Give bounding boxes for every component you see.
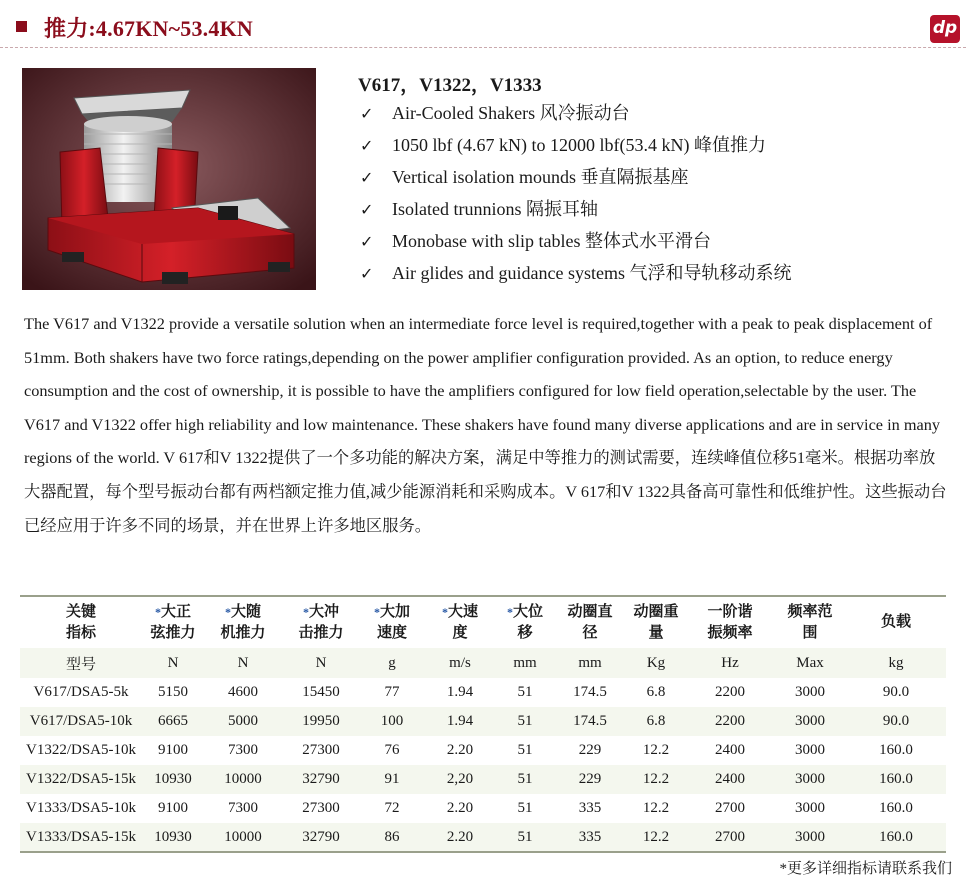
asterisk-icon: * <box>373 604 380 619</box>
value-cell: 32790 <box>302 771 340 787</box>
model-cell: V1333/DSA5-15k <box>25 828 136 845</box>
value-cell: 1.94 <box>446 684 474 700</box>
value-cell: 160.0 <box>879 742 913 758</box>
value-cell: 90.0 <box>882 684 910 700</box>
column-header: 关键 指标 <box>20 596 142 648</box>
value-cell: 51 <box>517 742 533 758</box>
value-cell: 7300 <box>228 742 258 758</box>
value-cell: 10000 <box>224 828 262 845</box>
value-cell: 335 <box>578 828 602 845</box>
feature-item: ✓ Air-Cooled Shakers 风冷振动台 <box>360 100 791 132</box>
value-cell: 3000 <box>795 771 825 787</box>
value-cell: 174.5 <box>573 713 607 729</box>
column-header: *大位 移 <box>496 596 554 648</box>
value-cell: 2,20 <box>446 771 474 787</box>
value-cell: 51 <box>517 684 533 700</box>
asterisk-icon: * <box>154 604 161 619</box>
value-cell: 12.2 <box>642 828 670 845</box>
value-cell: 51 <box>517 713 533 729</box>
unit-cell: m/s <box>449 654 471 671</box>
shaker-illustration <box>22 68 316 290</box>
unit-cell: N <box>315 654 327 671</box>
value-cell: 91 <box>384 771 400 787</box>
value-cell: 229 <box>578 742 602 758</box>
column-header: 动圈重 量 <box>626 596 686 648</box>
value-cell: 51 <box>517 800 533 816</box>
unit-cell: Max <box>796 654 824 671</box>
value-cell: 9100 <box>158 742 188 758</box>
column-header: *大随 机推力 <box>204 596 282 648</box>
unit-cell: kg <box>888 654 904 671</box>
column-header: *大速 度 <box>424 596 496 648</box>
check-icon: ✓ <box>360 200 374 219</box>
value-cell: 51 <box>517 828 533 845</box>
contact-footnote: *更多详细指标请联系我们 <box>779 861 952 877</box>
value-cell: 19950 <box>302 713 340 729</box>
column-header: *大冲 击推力 <box>282 596 360 648</box>
value-cell: 72 <box>384 800 400 816</box>
asterisk-icon: * <box>441 604 448 619</box>
value-cell: 160.0 <box>879 800 913 816</box>
feature-list <box>360 100 791 292</box>
table-row <box>20 736 946 765</box>
value-cell: 3000 <box>795 828 825 845</box>
table-row <box>20 707 946 736</box>
value-cell: 3000 <box>795 742 825 758</box>
model-cell: V1322/DSA5-10k <box>25 742 136 758</box>
model-cell: V1333/DSA5-10k <box>25 800 136 816</box>
value-cell: 160.0 <box>879 771 913 787</box>
value-cell: 4600 <box>228 684 258 700</box>
model-list: V617，V1322，V1333 <box>358 75 542 96</box>
unit-cell: Hz <box>721 654 739 671</box>
value-cell: 10930 <box>154 771 192 787</box>
value-cell: 5150 <box>158 684 188 700</box>
value-cell: 100 <box>380 713 404 729</box>
value-cell: 3000 <box>795 800 825 816</box>
feature-item: ✓ Isolated trunnions 隔振耳轴 <box>360 196 791 228</box>
value-cell: 6.8 <box>646 713 666 729</box>
value-cell: 10930 <box>154 828 192 845</box>
value-cell: 12.2 <box>642 800 670 816</box>
value-cell: 2.20 <box>446 800 474 816</box>
table-row <box>20 823 946 852</box>
unit-cell: 型号 <box>65 656 96 673</box>
model-cell: V617/DSA5-5k <box>33 684 129 700</box>
unit-cell: Kg <box>646 654 666 671</box>
value-cell: 90.0 <box>882 713 910 729</box>
value-cell: 174.5 <box>573 684 607 700</box>
check-icon: ✓ <box>360 136 374 155</box>
dp-logo: dp <box>930 15 960 43</box>
check-icon: ✓ <box>360 168 374 187</box>
check-icon: ✓ <box>360 232 374 251</box>
asterisk-icon: * <box>506 604 513 619</box>
value-cell: 1.94 <box>446 713 474 729</box>
value-cell: 6665 <box>158 713 188 729</box>
table-row <box>20 678 946 707</box>
unit-cell: g <box>388 654 396 671</box>
value-cell: 5000 <box>228 713 258 729</box>
units-row <box>20 648 946 678</box>
value-cell: 2700 <box>715 828 745 845</box>
unit-cell: mm <box>513 654 537 671</box>
spec-table <box>20 595 946 853</box>
check-icon: ✓ <box>360 264 374 283</box>
check-icon: ✓ <box>360 104 374 123</box>
value-cell: 6.8 <box>646 684 666 700</box>
value-cell: 9100 <box>158 800 188 816</box>
value-cell: 2700 <box>715 800 745 816</box>
value-cell: 12.2 <box>642 771 670 787</box>
unit-cell: mm <box>578 654 602 671</box>
feature-item: ✓ Monobase with slip tables 整体式水平滑台 <box>360 228 791 260</box>
value-cell: 27300 <box>302 742 340 758</box>
asterisk-icon: * <box>224 604 231 619</box>
model-cell: V1322/DSA5-15k <box>25 771 136 787</box>
value-cell: 335 <box>578 800 602 816</box>
table-row <box>20 765 946 794</box>
feature-item: ✓ Vertical isolation mounds 垂直隔振基座 <box>360 164 791 196</box>
page-title: 推力:4.67KN~53.4KN <box>44 16 253 41</box>
value-cell: 51 <box>517 771 533 787</box>
unit-cell: N <box>167 654 179 671</box>
model-cell: V617/DSA5-10k <box>29 713 133 729</box>
column-header: 频率范 围 <box>774 596 846 648</box>
product-description: The V617 and V1322 provide a versatile solution when an intermediate force level is required,together with a peak to peak displacement of 51mm. Both shakers have two force ratings,depending on the power amplifier configuration provided. As an option, to reduce energy consumption and the cost of ownership, it is possible to have the amplifiers configured for low field operation,selectable by the user. The V617 and V1322 offer high reliability and low maintenance. These shakers have found many diverse applications and are in service in many regions of the world. V 617和V 1322提供了一个多功能的解决方案，满足中等推力的测试需要，连续峰值位移51毫米。根据功率放大器配置，每个型号振动台都有两档额定推力值,减少能源消耗和采购成本。V 617和V 1322具备高可靠性和低维护性。这些振动台已经应用于许多不同的场景，并在世界上许多地区服务。 <box>24 314 947 535</box>
title-square-bullet <box>16 21 27 32</box>
asterisk-icon: * <box>302 604 309 619</box>
value-cell: 2200 <box>715 713 745 729</box>
value-cell: 7300 <box>228 800 258 816</box>
value-cell: 2.20 <box>446 828 474 845</box>
column-header: *大正 弦推力 <box>142 596 204 648</box>
feature-item: ✓ 1050 lbf (4.67 kN) to 12000 lbf(53.4 kN) 峰值推力 <box>360 132 791 164</box>
unit-cell: N <box>237 654 249 671</box>
value-cell: 27300 <box>302 800 340 816</box>
table-row <box>20 794 946 823</box>
value-cell: 2200 <box>715 684 745 700</box>
value-cell: 3000 <box>795 713 825 729</box>
value-cell: 2400 <box>715 742 745 758</box>
value-cell: 229 <box>578 771 602 787</box>
value-cell: 12.2 <box>642 742 670 758</box>
header-bar <box>0 0 966 48</box>
feature-item: ✓ Air glides and guidance systems 气浮和导轨移动系统 <box>360 260 791 292</box>
column-header: *大加 速度 <box>360 596 424 648</box>
value-cell: 77 <box>384 684 400 700</box>
value-cell: 2.20 <box>446 742 474 758</box>
value-cell: 76 <box>384 742 400 758</box>
header-divider <box>0 47 966 48</box>
value-cell: 32790 <box>302 828 340 845</box>
value-cell: 2400 <box>715 771 745 787</box>
column-header: 一阶谐 振频率 <box>686 596 774 648</box>
value-cell: 86 <box>384 828 400 845</box>
table-header-row <box>20 596 946 648</box>
shaker-product-photo <box>22 68 316 290</box>
value-cell: 15450 <box>302 684 340 700</box>
column-header: 动圈直 径 <box>554 596 626 648</box>
value-cell: 160.0 <box>879 828 913 845</box>
value-cell: 3000 <box>795 684 825 700</box>
value-cell: 10000 <box>224 771 262 787</box>
column-header: 负载 <box>846 596 946 648</box>
